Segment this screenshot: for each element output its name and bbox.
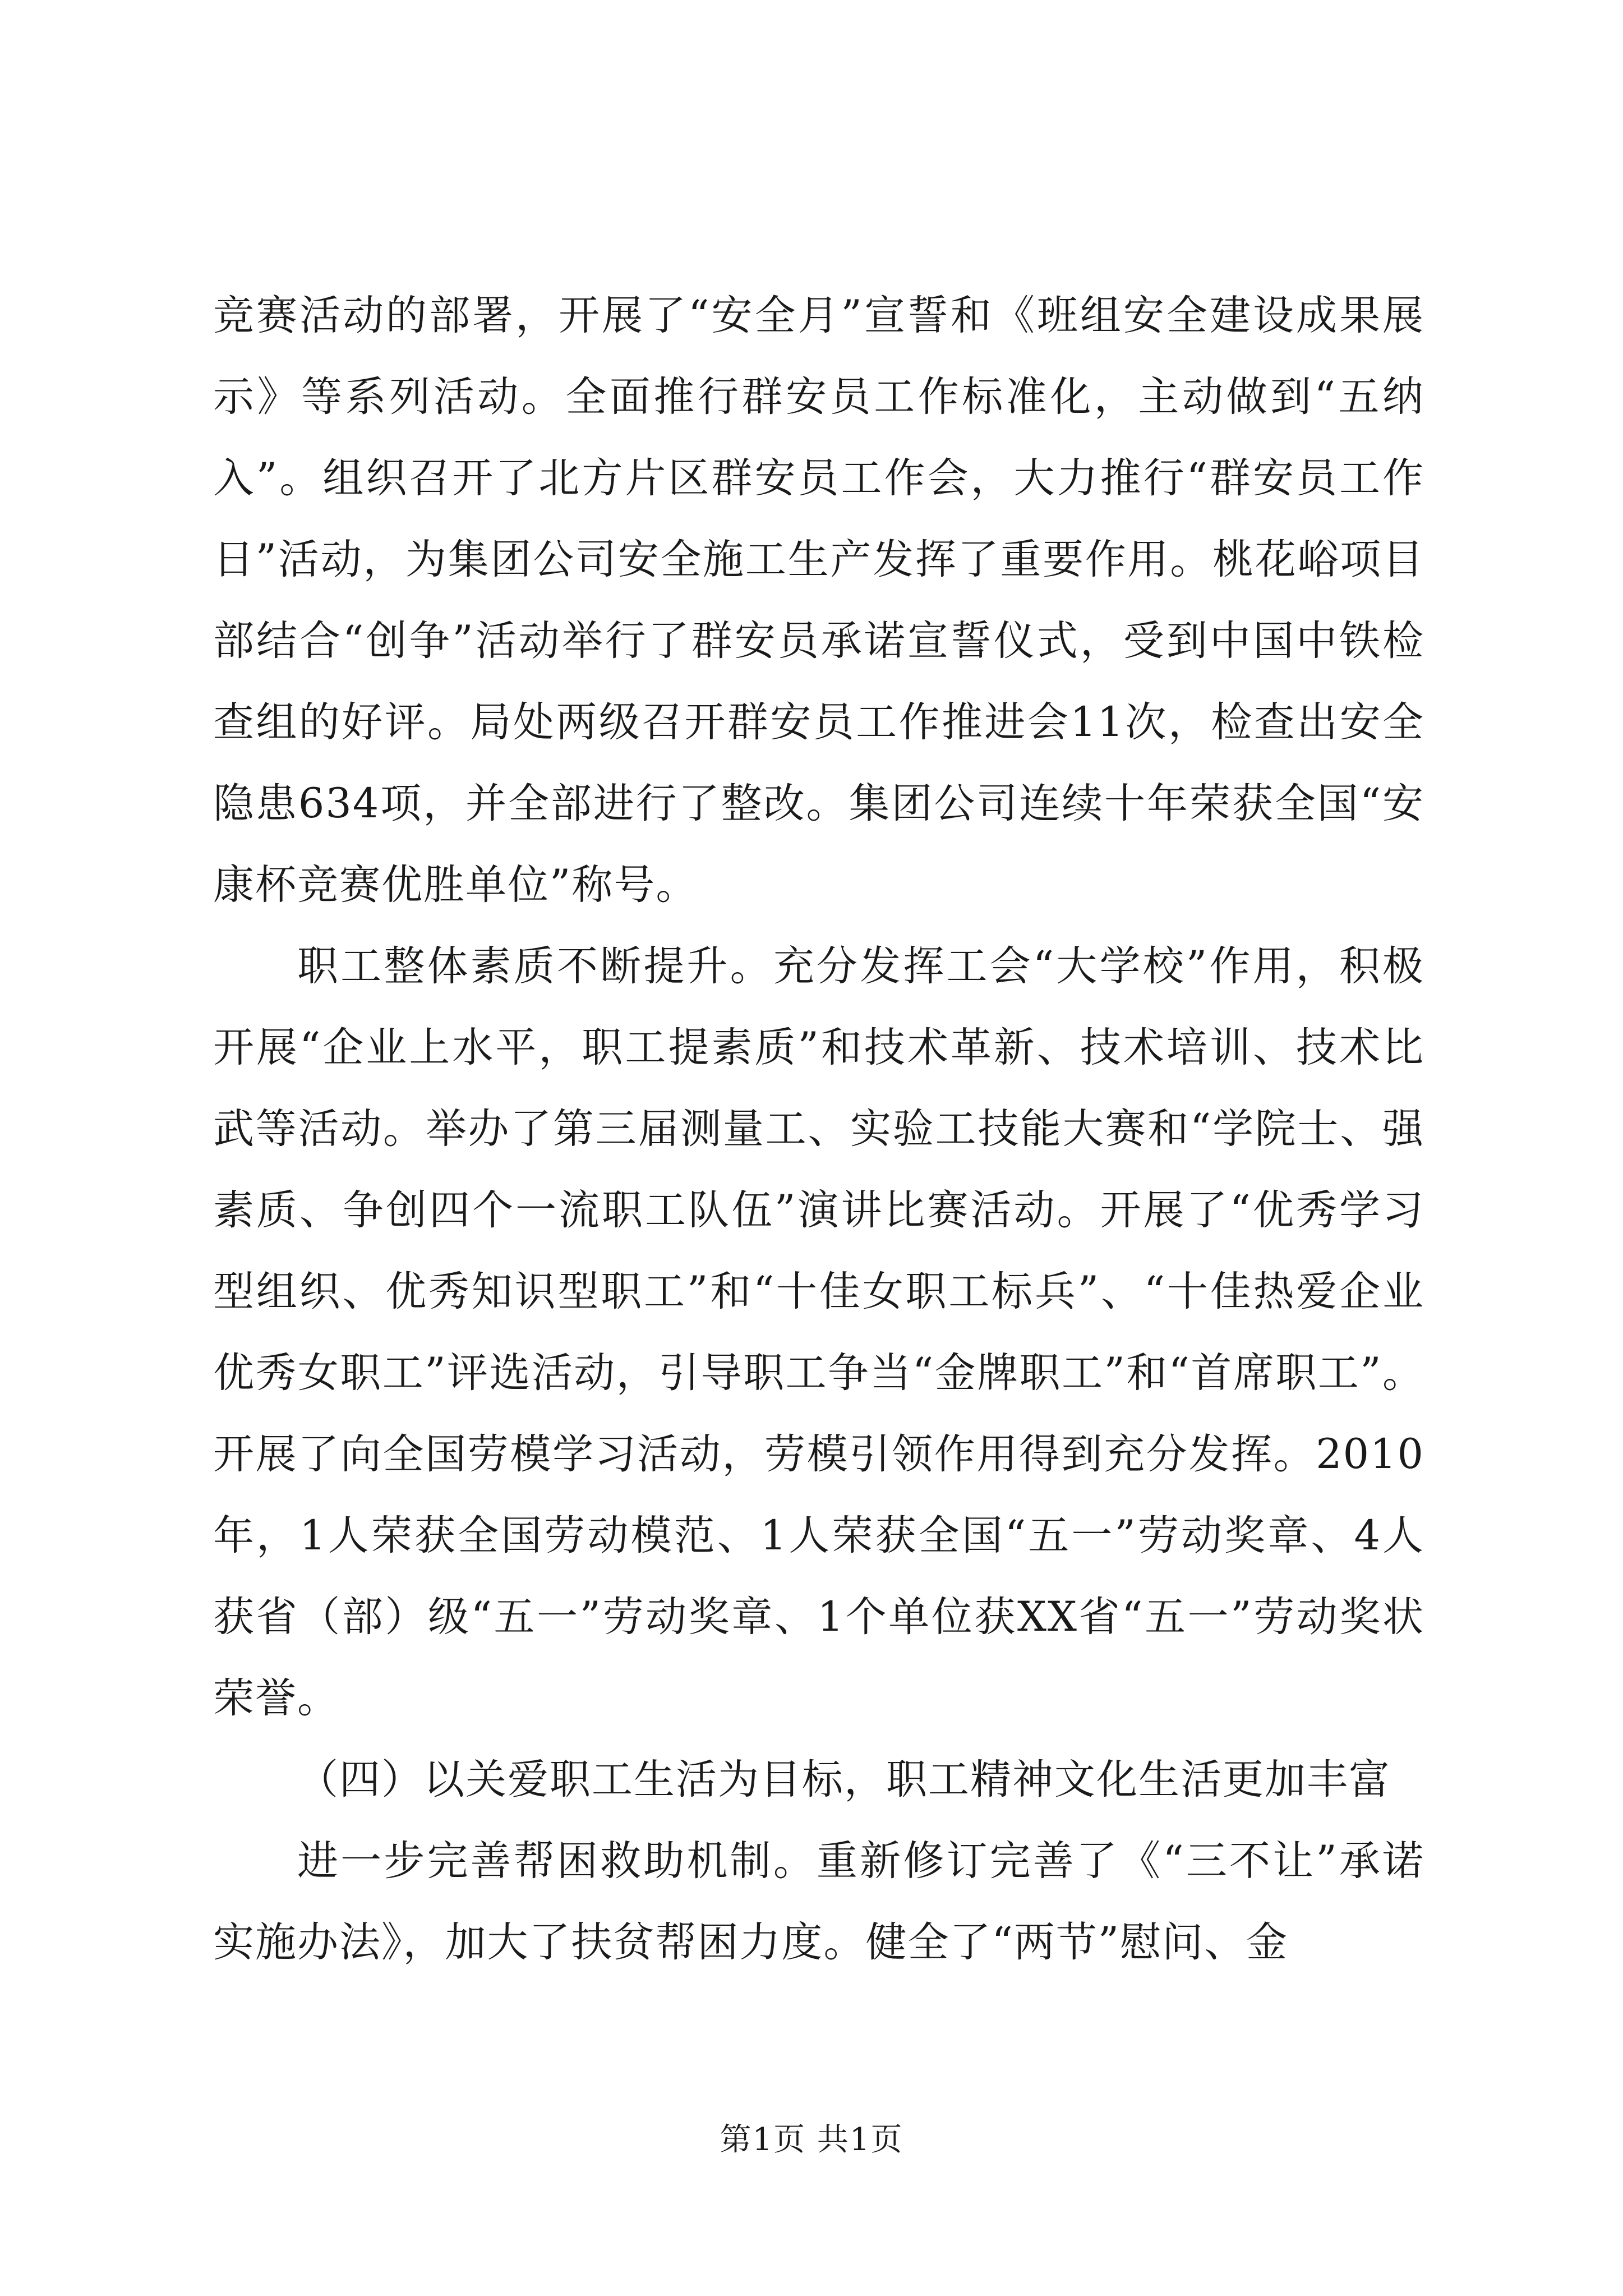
document-body <box>213 275 1424 1983</box>
paragraph-safety-activities: 竞赛活动的部署，开展了“安全月”宣誓和《班组安全建设成果展示》等系列活动。全面推行群安员工作标准化，主动做到“五纳入”。组织召开了北方片区群安员工作会，大力推行“群安员工作日”活动，为集团公司安全施工生产发挥了重要作用。桃花峪项目部结合“创争”活动举行了群安员承诺宣誓仪式，受到中国中铁检查组的好评。局处两级召开群安员工作推进会11次，检查出安全隐患634项，并全部进行了整改。集团公司连续十年荣获全国“安康杯竞赛优胜单位”称号。 <box>213 292 1424 909</box>
paragraph-assistance-mechanism: 进一步完善帮困救助机制。重新修订完善了《“三不让”承诺实施办法》，加大了扶贫帮困力度。健全了“两节”慰问、金 <box>213 1837 1424 1966</box>
page-number: 第1页 共1页 <box>720 2122 903 2158</box>
paragraph-staff-quality: 职工整体素质不断提升。充分发挥工会“大学校”作用，积极开展“企业上水平，职工提素质”和技术革新、技术培训、技术比武等活动。举办了第三届测量工、实验工技能大赛和“学院士、强素质、争创四个一流职工队伍”演讲比赛活动。开展了“优秀学习型组织、优秀知识型职工”和“十佳女职工标兵”、“十佳热爱企业优秀女职工”评选活动，引导职工争当“金牌职工”和“首席职工”。开展了向全国劳模学习活动，劳模引领作用得到充分发挥。2010年，1人荣获全国劳动模范、1人荣获全国“五一”劳动奖章、4人获省（部）级“五一”劳动奖章、1个单位获XX省“五一”劳动奖状荣誉。 <box>213 942 1424 1722</box>
section-heading-four: （四）以关爱职工生活为目标，职工精神文化生活更加丰富 <box>297 1756 1391 1803</box>
page-footer <box>0 2115 1623 2160</box>
